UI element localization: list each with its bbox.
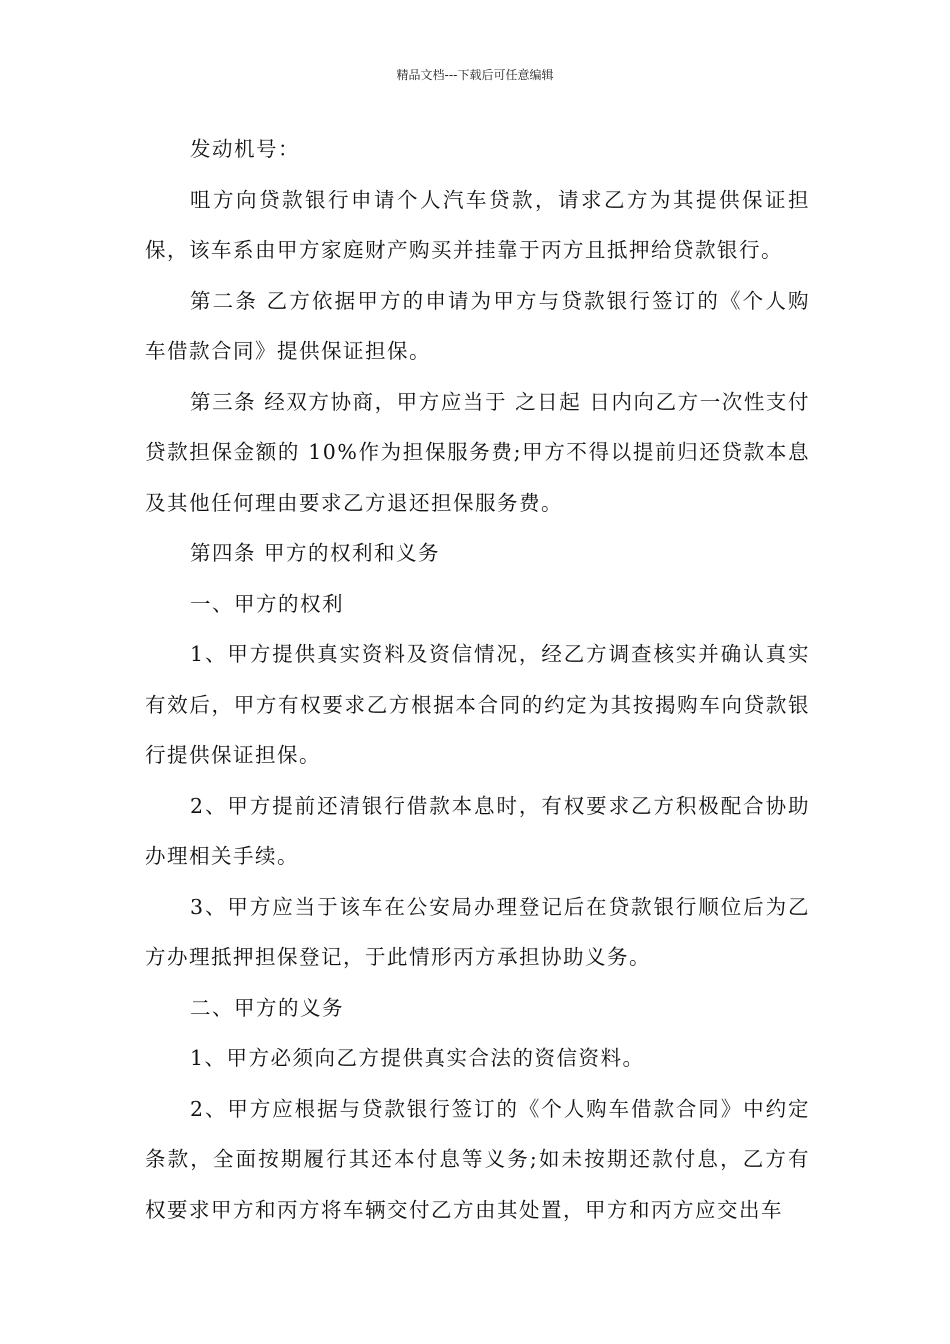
section-heading: 第四条 甲方的权利和义务: [190, 541, 441, 565]
paragraph: 第三条 经双方协商，甲方应当于 之日起 日内向乙方一次性支付贷款担保金额的 10%作为担保服务费;甲方不得以提前归还贷款本息及其他任何理由要求乙方退还担保服务费。: [145, 389, 810, 515]
subsection-heading: 二、甲方的义务: [190, 995, 344, 1020]
document-body: [145, 124, 810, 1235]
paragraph: 3、甲方应当于该车在公安局办理登记后在贷款银行顺位后为乙方办理抵押担保登记，于此情形丙方承担协助义务。: [145, 894, 810, 969]
paragraph: 2、甲方提前还清银行借款本息时，有权要求乙方积极配合协助办理相关手续。: [145, 793, 810, 868]
paragraph: 1、甲方提供真实资料及资信情况，经乙方调查核实并确认真实有效后，甲方有权要求乙方根据本合同的约定为其按揭购车向贷款银行提供保证担保。: [145, 642, 810, 767]
paragraph: 第二条 乙方依据甲方的申请为甲方与贷款银行签订的《个人购车借款合同》提供保证担保。: [145, 288, 810, 363]
paragraph: 2、甲方应根据与贷款银行签订的《个人购车借款合同》中约定条款，全面按期履行其还本付息等义务;如未按期还款付息，乙方有权要求甲方和丙方将车辆交付乙方由其处置，甲方和丙方应交出车: [145, 1096, 810, 1222]
page-header: 精品文档---下载后可任意编辑: [396, 68, 554, 82]
paragraph: 1、甲方必须向乙方提供真实合法的资信资料。: [190, 1046, 645, 1070]
paragraph: 咀方向贷款银行申请个人汽车贷款，请求乙方为其提供保证担保，该车系由甲方家庭财产购买并挂靠于丙方且抵押给贷款银行。: [145, 187, 810, 262]
subsection-heading: 一、甲方的权利: [190, 591, 344, 616]
paragraph: 发动机号：: [190, 137, 300, 161]
